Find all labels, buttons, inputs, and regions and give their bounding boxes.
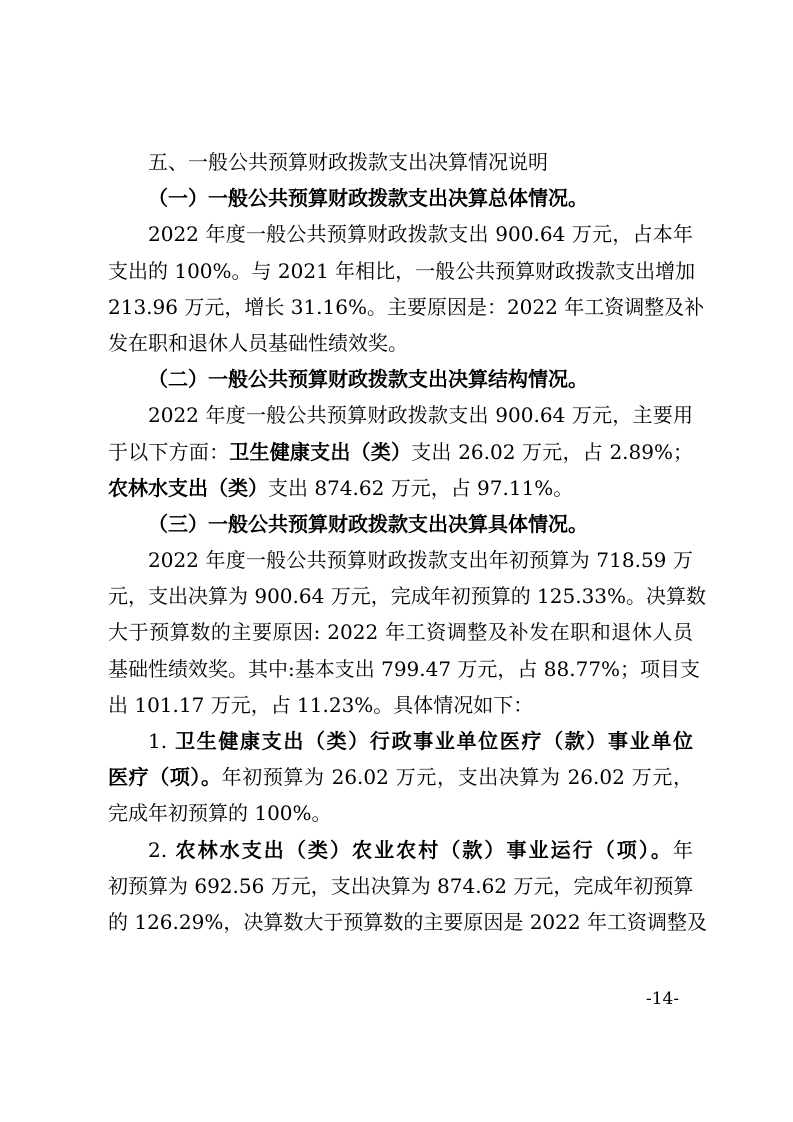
text-line (108, 253, 696, 289)
text-line (108, 904, 707, 940)
text-span: 2. (148, 837, 176, 862)
text-line (108, 832, 693, 868)
text-span: 的 126.29%，决算数大于预算数的主要原因是 2022 年工资调整及 (108, 909, 707, 934)
body-text (108, 144, 707, 940)
bold-text: 医疗（项）。 (108, 765, 222, 790)
text-span: 完成年初预算的 100%。 (108, 801, 332, 826)
text-span: 2022 年度一般公共预算财政拨款支出年初预算为 718.59 万 (148, 548, 693, 573)
text-span: 2022 年度一般公共预算财政拨款支出 900.64 万元，占本年 (148, 222, 693, 247)
text-line (108, 759, 693, 795)
bold-text: （二）一般公共预算财政拨款支出决算结构情况。 (148, 367, 588, 392)
bold-text: 农林水支出（类） (108, 475, 268, 500)
text-span: 年 (673, 837, 693, 862)
text-span: 2022 年度一般公共预算财政拨款支出 900.64 万元，主要用 (148, 403, 693, 428)
text-span: 发在职和退休人员基础性绩效奖。 (108, 330, 408, 355)
bold-text: （三）一般公共预算财政拨款支出决算具体情况。 (148, 511, 588, 536)
text-line (108, 651, 701, 687)
text-span: 出 101.17 万元，占 11.23%。具体情况如下： (108, 692, 534, 717)
text-span: 基础性绩效奖。其中:基本支出 799.47 万元，占 88.77%；项目支 (108, 656, 701, 681)
text-span: 支出的 100%。与 2021 年相比，一般公共预算财政拨款支出增加 (108, 258, 696, 283)
bold-text: 农林水支出（类）农业农村（款）事业运行（项）。 (175, 837, 673, 862)
text-line (108, 361, 693, 397)
text-span: 初预算为 692.56 万元，支出决算为 874.62 万元，完成年初预算 (108, 873, 694, 898)
text-line (108, 578, 707, 614)
text-line (108, 506, 693, 542)
text-line (108, 795, 693, 831)
bold-text: 卫生健康支出（类）行政事业单位医疗（款）事业单位 (175, 729, 693, 753)
text-line (108, 687, 693, 723)
text-line (108, 144, 693, 180)
text-span: 1. (148, 729, 176, 753)
text-line (108, 868, 693, 904)
text-span: 元，支出决算为 900.64 万元，完成年初预算的 125.33%。决算数 (108, 584, 707, 609)
text-line (108, 180, 693, 216)
text-span: 大于预算数的主要原因: 2022 年工资调整及补发在职和退休人员 (108, 620, 693, 645)
text-line (108, 542, 693, 578)
text-line (108, 397, 693, 433)
text-line (108, 723, 693, 759)
bold-text: （一）一般公共预算财政拨款支出决算总体情况。 (148, 186, 588, 211)
text-line (108, 325, 693, 361)
text-span: 支出 26.02 万元，占 2.89%； (411, 439, 693, 464)
text-span: 五、一般公共预算财政拨款支出决算情况说明 (148, 150, 548, 174)
text-line (108, 289, 705, 325)
text-span: 于以下方面： (108, 439, 230, 464)
bold-text: 卫生健康支出（类） (229, 439, 412, 464)
text-line (108, 434, 693, 470)
text-span: 年初预算为 26.02 万元，支出决算为 26.02 万元， (221, 765, 694, 790)
text-span: 支出 874.62 万元，占 97.11%。 (268, 475, 574, 500)
text-span: 213.96 万元，增长 31.16%。主要原因是：2022 年工资调整及补 (108, 294, 705, 319)
text-line (108, 470, 693, 506)
text-line (108, 216, 693, 252)
text-line (108, 614, 693, 650)
page-number: -14- (646, 989, 680, 1009)
